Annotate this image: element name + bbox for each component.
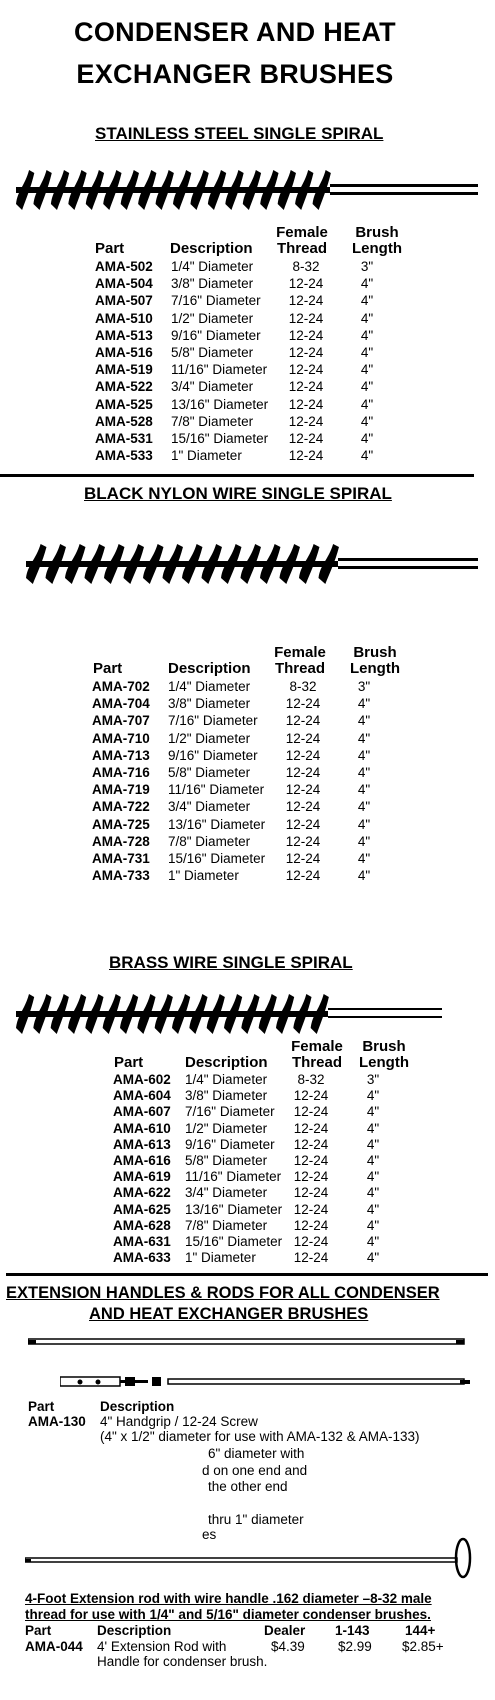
column-part-header-2: Part: [93, 660, 123, 677]
brush-length: 4": [366, 1136, 380, 1152]
thread-size: 8-32: [292, 259, 320, 274]
brush-length: 4": [357, 713, 371, 729]
part-description: 11/16" Diameter: [171, 362, 268, 378]
part-number: AMA-707: [92, 713, 150, 729]
brush-length: 4": [357, 868, 371, 884]
part-number: AMA-710: [92, 730, 150, 746]
thread-size: 12-24: [293, 1217, 329, 1233]
brush-length: 4": [357, 851, 371, 866]
brush-length: 4": [357, 747, 371, 763]
thread-size: 12-24: [288, 327, 324, 343]
part-number: AMA-604: [113, 1088, 171, 1104]
part-number: AMA-507: [95, 293, 153, 309]
thread-size: 12-24: [285, 851, 321, 866]
rod-item-description-1: 4' Extension Rod with: [97, 1639, 227, 1654]
part-description: 15/16" Diameter: [185, 1234, 283, 1249]
extension-fragment-2: d on one end and: [202, 1463, 308, 1478]
brush-length: 3": [360, 259, 374, 274]
brush-length: 4": [360, 362, 374, 378]
thread-size: 12-24: [288, 345, 324, 360]
nylon-brush-image: [22, 540, 482, 588]
part-description: 9/16" Diameter: [171, 327, 261, 343]
part-description: 7/8" Diameter: [171, 413, 254, 429]
thread-size: 12-24: [293, 1250, 329, 1266]
section-title-brass: BRASS WIRE SINGLE SPIRAL: [109, 953, 353, 972]
column-length-header-3: Brush Length: [359, 1038, 409, 1071]
part-description: 1" Diameter: [168, 868, 239, 884]
wire-handle-rod-image: [25, 1536, 475, 1586]
thread-size: 12-24: [288, 276, 324, 292]
part-description: 1/2" Diameter: [171, 310, 254, 326]
part-description: 1" Diameter: [171, 448, 242, 464]
part-description: 7/8" Diameter: [168, 833, 251, 849]
extension-rod-image: [28, 1334, 468, 1350]
column-thread-header-1: Female Thread: [276, 224, 328, 257]
section-title-stainless: STAINLESS STEEL SINGLE SPIRAL: [95, 124, 384, 143]
part-number: AMA-602: [113, 1072, 171, 1087]
part-number: AMA-704: [92, 696, 150, 712]
part-number: AMA-510: [95, 310, 153, 326]
brush-length: 4": [360, 448, 374, 464]
brush-length: 4": [357, 696, 371, 712]
section-divider: [0, 474, 474, 477]
rod-part-header: Part: [25, 1623, 52, 1638]
part-number: AMA-622: [113, 1185, 171, 1201]
extension-part-label: Part: [28, 1399, 55, 1414]
column-length-header-1: Brush Length: [352, 224, 402, 257]
thread-size: 12-24: [285, 816, 321, 832]
thread-size: 12-24: [293, 1120, 329, 1136]
brush-length: 4": [357, 833, 371, 849]
part-description: 7/16" Diameter: [171, 293, 261, 309]
rod-price-144: $2.85+: [402, 1639, 444, 1654]
part-description: 13/16" Diameter: [168, 816, 266, 832]
brush-length: 3": [366, 1072, 380, 1087]
part-description: 15/16" Diameter: [168, 851, 266, 866]
part-number: AMA-616: [113, 1153, 171, 1168]
part-description: 1/4" Diameter: [168, 679, 251, 694]
brush-length: 4": [357, 799, 371, 815]
thread-size: 12-24: [293, 1185, 329, 1201]
thread-size: 12-24: [288, 310, 324, 326]
part-description: 7/8" Diameter: [185, 1217, 268, 1233]
part-description: 5/8" Diameter: [168, 765, 251, 780]
brush-length: 4": [366, 1104, 380, 1120]
part-number: AMA-525: [95, 396, 153, 412]
part-description: 11/16" Diameter: [185, 1169, 282, 1185]
thread-size: 12-24: [293, 1153, 329, 1168]
extension-item-line-1: 4" Handgrip / 12-24 Screw: [100, 1414, 258, 1429]
thread-size: 12-24: [285, 799, 321, 815]
thread-size: 12-24: [285, 868, 321, 884]
part-number: AMA-619: [113, 1169, 171, 1185]
extension-fragment-3: the other end: [208, 1479, 288, 1494]
rod-description-line-2: thread for use with 1/4" and 5/16" diameter condenser brushes.: [25, 1607, 431, 1622]
rod-part-number: AMA-044: [25, 1639, 83, 1654]
extension-description-label: Description: [100, 1399, 175, 1414]
part-description: 13/16" Diameter: [185, 1201, 283, 1217]
brush-length: 4": [360, 327, 374, 343]
thread-size: 12-24: [285, 747, 321, 763]
column-part-header-1: Part: [95, 240, 125, 257]
rod-dealer-header: Dealer: [264, 1623, 306, 1638]
part-number: AMA-519: [95, 362, 153, 378]
brass-brush-image: [12, 990, 442, 1038]
part-number: AMA-631: [113, 1234, 171, 1249]
thread-size: 12-24: [288, 379, 324, 395]
part-description: 9/16" Diameter: [168, 747, 258, 763]
thread-size: 12-24: [288, 448, 324, 464]
brush-length: 4": [357, 730, 371, 746]
thread-size: 12-24: [288, 431, 324, 446]
extension-title-line-1: EXTENSION HANDLES & RODS FOR ALL CONDENSER: [6, 1284, 440, 1302]
brush-length: 4": [366, 1217, 380, 1233]
rod-1-143-header: 1-143: [335, 1623, 370, 1638]
section-title-nylon: BLACK NYLON WIRE SINGLE SPIRAL: [84, 484, 392, 503]
part-number: AMA-528: [95, 413, 153, 429]
page-title-line-2: EXCHANGER BRUSHES: [76, 59, 394, 89]
part-description: 1/2" Diameter: [168, 730, 251, 746]
part-description: 15/16" Diameter: [171, 431, 269, 446]
brush-length: 4": [366, 1201, 380, 1217]
thread-size: 12-24: [285, 782, 321, 798]
extension-fragment-5: es: [202, 1527, 217, 1542]
part-description: 1/4" Diameter: [171, 259, 254, 274]
column-thread-header-2: Female Thread: [274, 644, 326, 677]
part-number: AMA-733: [92, 868, 150, 884]
part-number: AMA-725: [92, 816, 150, 832]
brush-length: 4": [360, 396, 374, 412]
rod-description-header: Description: [97, 1623, 172, 1638]
part-number: AMA-731: [92, 851, 150, 866]
thread-size: 12-24: [285, 765, 321, 780]
brush-length: 4": [366, 1153, 380, 1168]
part-number: AMA-610: [113, 1120, 171, 1136]
part-number: AMA-513: [95, 327, 153, 343]
part-number: AMA-516: [95, 345, 153, 360]
extension-title-line-2: AND HEAT EXCHANGER BRUSHES: [89, 1305, 369, 1323]
part-description: 3/8" Diameter: [168, 696, 251, 712]
part-description: 3/8" Diameter: [185, 1088, 268, 1104]
brush-length: 4": [360, 276, 374, 292]
part-description: 3/4" Diameter: [171, 379, 254, 395]
part-description: 3/4" Diameter: [168, 799, 251, 815]
thread-size: 12-24: [288, 362, 324, 378]
section-divider-2: [6, 1273, 488, 1276]
brush-length: 4": [366, 1185, 380, 1201]
thread-size: 12-24: [285, 713, 321, 729]
extension-fragment-1: 6" diameter with: [208, 1446, 305, 1461]
thread-size: 12-24: [285, 833, 321, 849]
brush-length: 4": [357, 782, 371, 798]
brush-length: 4": [360, 379, 374, 395]
part-number: AMA-728: [92, 833, 150, 849]
brush-length: 4": [360, 431, 374, 446]
thread-size: 12-24: [288, 396, 324, 412]
part-description: 11/16" Diameter: [168, 782, 265, 798]
thread-size: 8-32: [289, 679, 317, 694]
thread-size: 12-24: [288, 413, 324, 429]
brush-length: 4": [360, 345, 374, 360]
part-number: AMA-719: [92, 782, 150, 798]
stainless-brush-image: [12, 166, 482, 214]
column-description-header-3: Description: [185, 1054, 268, 1071]
part-description: 3/4" Diameter: [185, 1185, 268, 1201]
part-number: AMA-625: [113, 1201, 171, 1217]
column-description-header-2: Description: [168, 660, 251, 677]
extension-fragment-4: thru 1" diameter: [208, 1512, 304, 1527]
column-part-header-3: Part: [114, 1054, 144, 1071]
thread-size: 12-24: [293, 1169, 329, 1185]
part-number: AMA-722: [92, 799, 150, 815]
part-description: 5/8" Diameter: [185, 1153, 268, 1168]
column-length-header-2: Brush Length: [350, 644, 400, 677]
part-description: 7/16" Diameter: [185, 1104, 275, 1120]
brush-length: 4": [357, 816, 371, 832]
part-description: 1/4" Diameter: [185, 1072, 268, 1087]
handgrip-image: [60, 1374, 470, 1390]
extension-item-part: AMA-130: [28, 1414, 86, 1429]
part-description: 3/8" Diameter: [171, 276, 254, 292]
extension-item-line-2: (4" x 1/2" diameter for use with AMA-132 & AMA-133): [100, 1429, 420, 1444]
part-number: AMA-522: [95, 379, 153, 395]
part-description: 5/8" Diameter: [171, 345, 254, 360]
part-number: AMA-504: [95, 276, 153, 292]
part-number: AMA-502: [95, 259, 153, 274]
page-title-line-1: CONDENSER AND HEAT: [74, 17, 396, 47]
brush-length: 4": [366, 1120, 380, 1136]
part-number: AMA-533: [95, 448, 153, 464]
brush-length: 4": [366, 1234, 380, 1249]
thread-size: 8-32: [297, 1072, 325, 1087]
part-number: AMA-713: [92, 747, 150, 763]
rod-dealer-price: $4.39: [271, 1639, 305, 1654]
rod-price-1-143: $2.99: [338, 1639, 372, 1654]
brush-length: 3": [357, 679, 371, 694]
part-description: 1" Diameter: [185, 1250, 256, 1266]
brush-length: 4": [360, 413, 374, 429]
thread-size: 12-24: [285, 696, 321, 712]
column-thread-header-3: Female Thread: [291, 1038, 343, 1071]
thread-size: 12-24: [293, 1201, 329, 1217]
brush-length: 4": [366, 1250, 380, 1266]
part-number: AMA-716: [92, 765, 150, 780]
thread-size: 12-24: [293, 1104, 329, 1120]
brush-length: 4": [366, 1088, 380, 1104]
rod-144-header: 144+: [405, 1623, 436, 1638]
part-description: 9/16" Diameter: [185, 1136, 275, 1152]
part-description: 7/16" Diameter: [168, 713, 258, 729]
part-number: AMA-702: [92, 679, 150, 694]
thread-size: 12-24: [285, 730, 321, 746]
brush-length: 4": [360, 293, 374, 309]
part-description: 1/2" Diameter: [185, 1120, 268, 1136]
rod-item-description-2: Handle for condenser brush.: [97, 1654, 268, 1669]
column-description-header-1: Description: [170, 240, 253, 257]
thread-size: 12-24: [293, 1234, 329, 1249]
thread-size: 12-24: [288, 293, 324, 309]
thread-size: 12-24: [293, 1136, 329, 1152]
part-number: AMA-531: [95, 431, 153, 446]
brush-length: 4": [357, 765, 371, 780]
brush-length: 4": [360, 310, 374, 326]
part-number: AMA-613: [113, 1136, 171, 1152]
thread-size: 12-24: [293, 1088, 329, 1104]
part-number: AMA-633: [113, 1250, 171, 1266]
part-number: AMA-607: [113, 1104, 171, 1120]
rod-description-line-1: 4-Foot Extension rod with wire handle .162 diameter –8-32 male: [25, 1591, 432, 1606]
part-description: 13/16" Diameter: [171, 396, 269, 412]
part-number: AMA-628: [113, 1217, 171, 1233]
brush-length: 4": [366, 1169, 380, 1185]
